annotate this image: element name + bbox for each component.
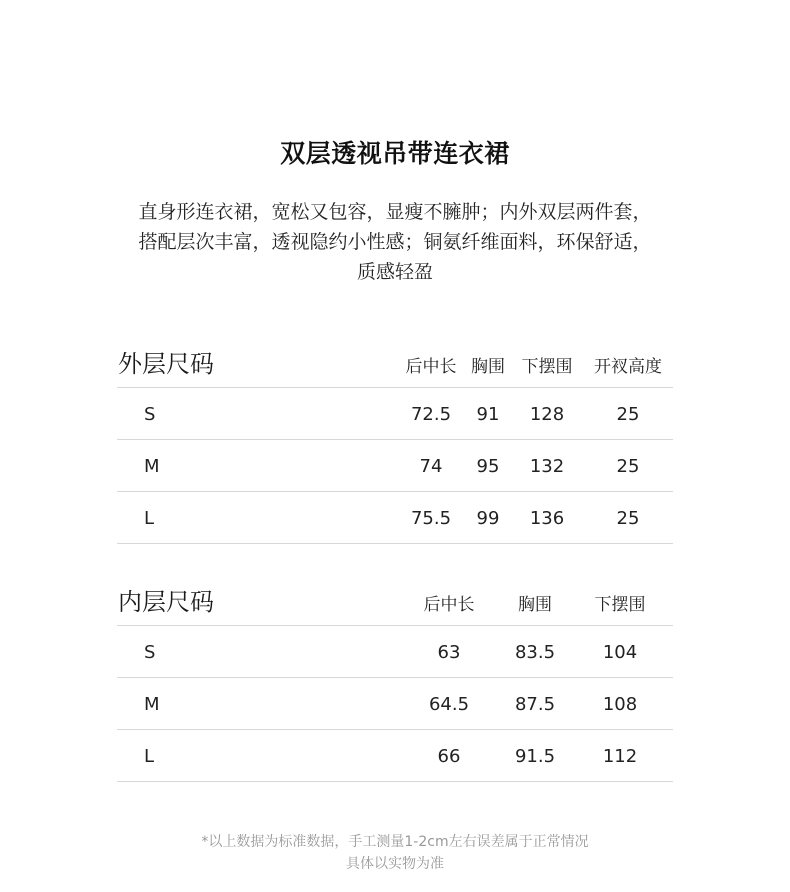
column-header: 胸围 [518,595,552,615]
table-cell: 87.5 [514,694,556,715]
table-cell: 128 [529,404,565,425]
table-cell: 63 [437,642,461,663]
table-cell: 104 [602,642,638,663]
table-cell: 75.5 [410,508,452,529]
table-cell: 112 [602,746,638,767]
column-header: 胸围 [471,357,505,377]
table-header [117,342,673,388]
table-title: 外层尺码 [118,350,214,378]
table-cell: 74 [419,456,443,477]
column-header: 后中长 [405,357,457,377]
table-cell: 91 [476,404,500,425]
table-cell: 66 [437,746,461,767]
note-line: *以上数据为标准数据，手工测量1-2cm左右误差属于正常情况 [201,834,589,850]
inner-size-table [117,580,673,782]
table-cell: 108 [602,694,638,715]
table-row [117,730,673,782]
table-cell: 99 [476,508,500,529]
measurement-note [0,831,790,875]
column-header: 后中长 [423,595,475,615]
size-label: S [144,404,156,425]
table-row [117,626,673,678]
table-cell: 72.5 [410,404,452,425]
table-header [117,580,673,626]
table-cell: 136 [529,508,565,529]
outer-size-table [117,342,673,544]
note-line: 具体以实物为准 [346,856,444,872]
table-row [117,440,673,492]
description-line: 搭配层次丰富，透视隐约小性感；铜氨纤维面料，环保舒适， [138,231,652,253]
size-label: S [144,642,156,663]
table-row [117,492,673,544]
description-line: 质感轻盈 [356,261,433,283]
description-line: 直身形连衣裙，宽松又包容，显瘦不臃肿；内外双层两件套， [138,201,652,223]
column-header: 下摆围 [521,357,573,377]
table-row [117,388,673,440]
table-row [117,678,673,730]
table-cell: 64.5 [428,694,470,715]
size-label: M [144,694,160,715]
table-title: 内层尺码 [118,588,214,616]
column-header: 下摆围 [594,595,646,615]
table-cell: 25 [616,404,640,425]
table-cell: 25 [616,508,640,529]
size-label: L [144,746,155,767]
table-cell: 83.5 [514,642,556,663]
table-cell: 95 [476,456,500,477]
size-label: L [144,508,155,529]
table-cell: 132 [529,456,565,477]
product-description [100,197,690,287]
table-cell: 25 [616,456,640,477]
page-title: 双层透视吊带连衣裙 [280,139,510,168]
column-header: 开衩高度 [594,357,662,377]
size-label: M [144,456,160,477]
table-cell: 91.5 [514,746,556,767]
